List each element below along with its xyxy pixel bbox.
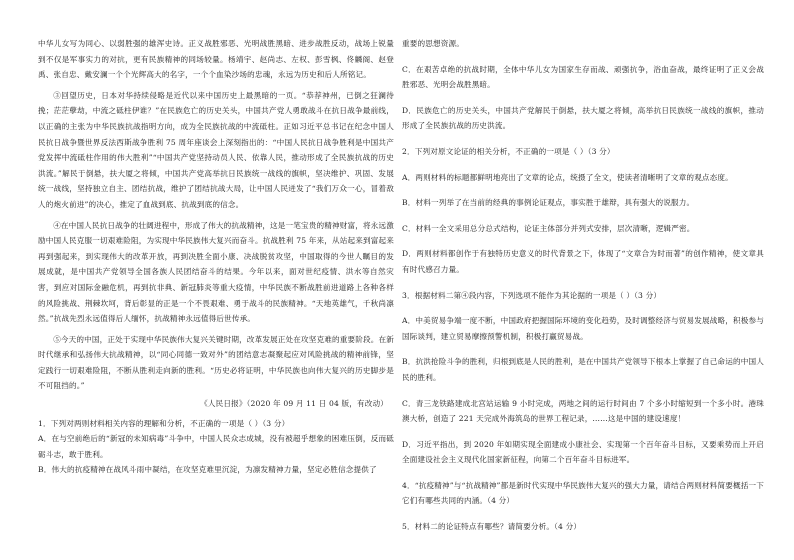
question-2-option-a: A．两则材料的标题都鲜明地亮出了文章的论点，统摄了全文，使读者清晰明了文章的观点态度。: [402, 172, 733, 182]
question-1-option-b: B．伟大的抗疫精神在战风斗雨中凝结，在攻坚克难里沉淀，为凛发精神力量，坚定必胜信念提供了: [38, 465, 377, 475]
question-2-option-b: B．材料一列举了在当前的经典的事例论证观点，事实胜于雄辩，具有强大的说服力。: [402, 198, 695, 208]
paragraph-4-quote: “天地英雄气，千秋尚凛然。”抗战先烈永远值得后人缅怀，抗战精神永远值得后世传承。: [38, 298, 394, 324]
question-3-option-a: A．中美贸易争端一度不断，中国政府把握国际环境的变化趋势，及时调整经济与贸易发展战略，积极参与国际谈判，建立贸易摩擦预警机制，积极打赢贸易战。: [402, 316, 764, 341]
question-1: 1．下列对两则材料相关内容的理解和分析，不正确的一项是（ ）（3 分）: [38, 418, 290, 428]
question-1-option-c: C．在艰苦卓绝的抗战时期，全体中华儿女为国家生存而战、顽强抗争，浴血奋战，最终证明了正义会战胜邪恶、光明会战胜黑暗。: [402, 64, 764, 90]
question-4: 4．“抗疫精神”与“抗战精神”都是新时代实现中华民族伟大复兴的强大力量，请结合两则材料简要概括一下它们有哪些共同的内涵。（4 分）: [402, 480, 764, 506]
question-3-option-d: D．习近平指出，到 2020 年如期实现全面建成小康社会、实现第一个百年奋斗目标，又要乘势而上开启全面建设社会主义现代化国家新征程，向第二个百年奋斗目标进军。: [402, 439, 764, 465]
passage-paragraph-5: ⑤今天的中国，正处于实现中华民族伟大复兴关键时期，改革发展正处在攻坚克难的重要阶段。在新时代继承和弘扬伟大抗战精神，以“同心同德一致对外”的团结意志凝聚起应对风险挑战的精神前锋，坚定践行一切艰难险阻，不断从胜利走向新的胜利。“历史必将证明，中华民族也向伟大复兴的历史脚步是不可阻挡的。”: [38, 334, 394, 391]
paragraph-4-main: ④在中国人民抗日战争的壮阔进程中，形成了伟大的抗战精神，这是一笔宝贵的精神财富，将永远激励中国人民克服一切艰难险阻，为实现中华民族伟大复兴而奋斗。抗战胜利 75 年来，从站起来到富起来再到强起来，到实现伟大的改革开放，再到决胜全面小康、决战脱贫攻坚，中国取得的今世人瞩目的发展成就，是中国共产党领导全国各族人民团结奋斗的结果。今年以来，面对世纪疫情、洪水等自然灾害，到应对国际金融危机，再到抗非典、新冠肺炎等重大疫情，中华民族不断战胜前进道路上各种各样的风险挑战、荆棘坎坷，背后彰显的正是一个不畏艰难、勇于战斗的民族精神。: [38, 220, 394, 308]
passage-paragraph-3: ③回望历史，日本对华持续侵略是近代以来中国历史上最黑暗的一页。“恭荐神州，已倒之狂澜待挽；茫茫孽劫，中流之砥柱伊谁？”在民族危亡的历史关头，中国共产党人勇敢战斗在抗日战争最前线，以正确的主张为中华民族抗战指明方向，成为全民族抗战的中流砥柱。正如习近平总书记在纪念中国人民抗日战争暨世界反法西斯战争胜利 75 周年座谈会上深刻指出的：“中国人民抗日战争胜利是中国共产党发挥中流砥柱作用的伟大胜利”“中国共产党坚持动员人民、依靠人民，推动形成了全民族抗战的历史洪流。”解民于倒悬，扶大厦之将倾，中国共产党高举抗日民族统一战线的旗帜，坚决维护、巩固、发展统一战线，坚持独立自主、团结抗战，维护了团结抗战大局，让中国人民迸发了“我们万众一心，冒着敌人的炮火前进”的决心，推定了血战到底、抗战到底的信念。: [38, 90, 394, 209]
article-source: 《人民日报》（2020 年 09 月 11 日 04 版，有改动）: [200, 399, 388, 409]
question-1-option-a: A．在与空前绝后的“新冠的未知病毒”斗争中，中国人民众志成城，没有被超乎想象的困难压倒，反而砥砺斗志，敢于胜利。: [38, 434, 394, 459]
question-5: 5．材料二的论证特点有哪些？请简要分析。（4 分）: [402, 522, 582, 532]
question-1-option-d: D．民族危亡的历史关头，中国共产党解民于倒悬，扶大厦之将倾，高举抗日民族统一战线的旗帜，推动形成了全民族抗战的历史洪流。: [402, 105, 764, 131]
passage-paragraph-1: 中华儿女写为同心、以弱胜强的雄浑史诗。正义战胜邪恶、光明战胜黑暗、进步战胜反动，战场上锐量到不仅是军事实力的对抗，更有民族精神的同场较量。杨靖宇、赵尚志、左权、彭雪枫、佟麟阁、赵登禹、张自忠、戴安澜一个个光辉高大的名字，一个个血染沙场的忠魂，永远为历史和后人所铭记。: [38, 39, 394, 80]
passage-paragraph-4: [38, 218, 394, 327]
left-column: [38, 36, 394, 478]
question-2-option-d: D．两则材料都创作于有独特历史意义的时代背景之下，体现了“文章合为时而著”的创作精神，使文章具有时代感召力量。: [402, 249, 764, 274]
question-3: 3．根据材料二第④段内容，下列选项不能作为其论据的一项是（ ）（3 分）: [402, 290, 662, 300]
question-2-option-c: C．材料一全文采用总分总式结构，论证主体部分并列式安排，层次清晰，逻辑严密。: [402, 223, 695, 233]
question-1-option-b-tail: 重要的思想资源。: [402, 39, 464, 48]
question-3-option-b: B．抗洪抢险斗争的胜利，归根到底是人民的胜利，是在中国共产党领导下根本上掌握了自己命运的中国人民的胜利。: [402, 357, 764, 382]
right-column: [402, 36, 764, 535]
question-3-option-c: C．青三龙铁路建成北宫站运输 9 小时完成，两地之间的运行时间由 7 个多小时缩短到一个多小时。港珠澳大桥，创造了 221 天完成外海筑岛的世界工程记录，……这是中国的建设速度！: [402, 398, 764, 424]
question-2: 2．下列对原文论证的相关分析，不正确的一项是（ ）（3 分）: [402, 146, 615, 156]
